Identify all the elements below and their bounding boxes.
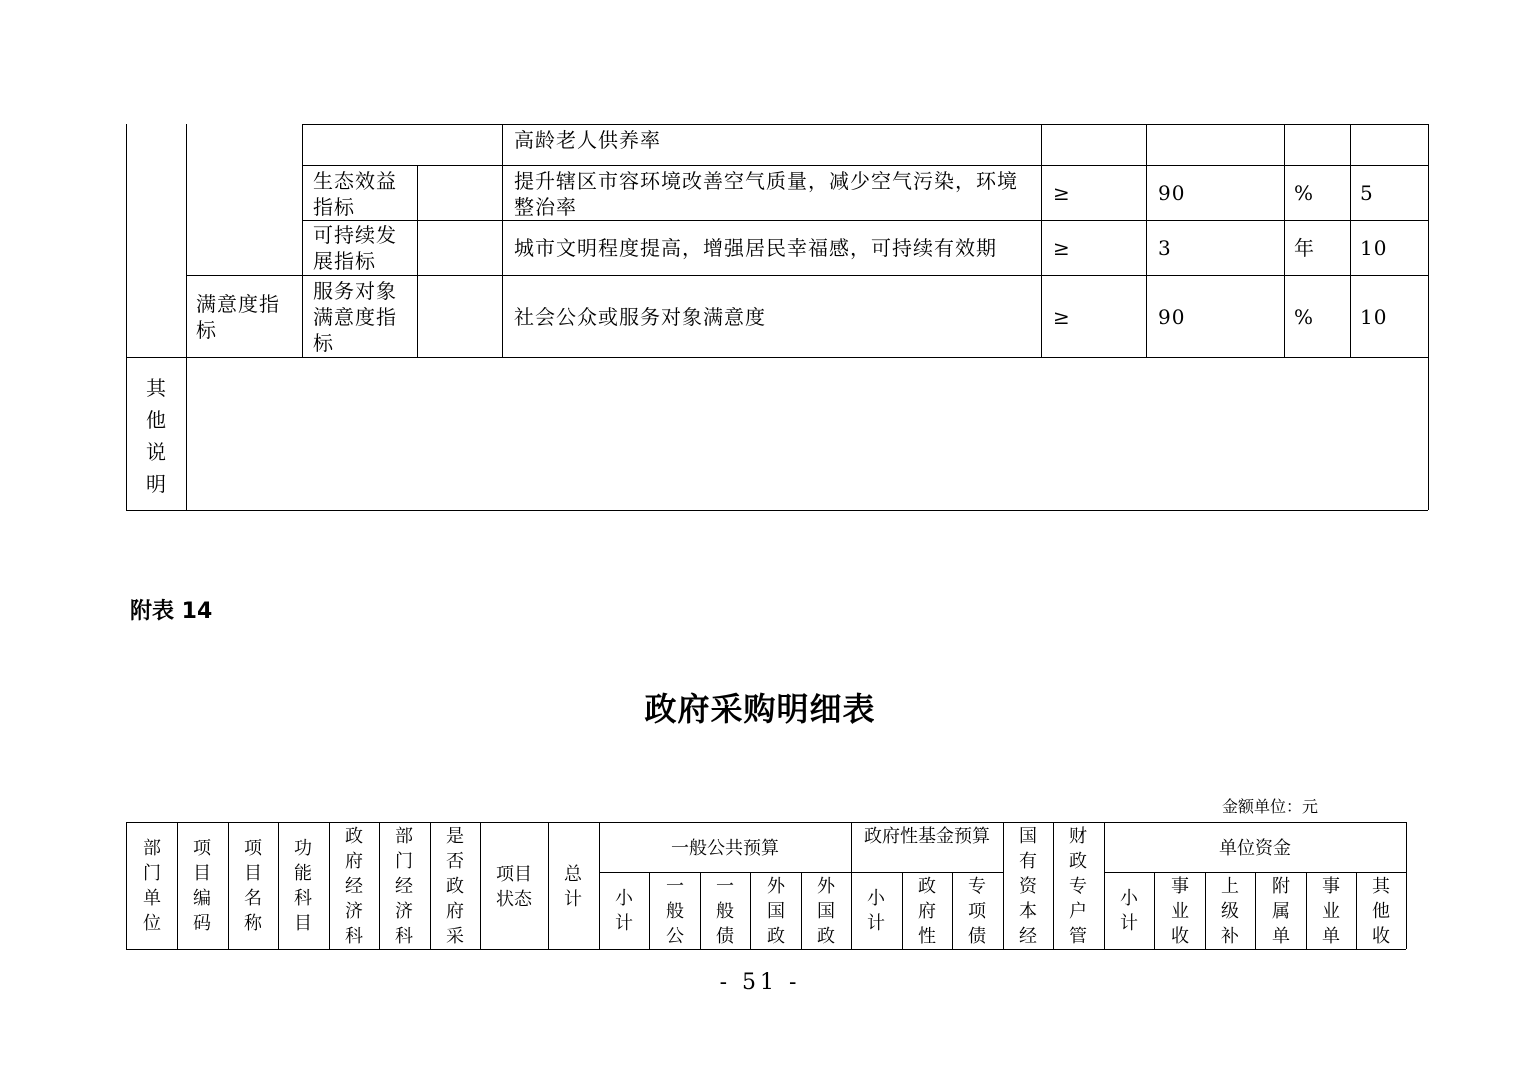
- header-project-code: 项目编码: [193, 838, 211, 934]
- appendix-label: 附表 14: [130, 599, 213, 624]
- indicator-cell: 城市文明程度提高，增强居民幸福感，可持续有效期: [514, 236, 997, 260]
- indicator-cell: 社会公众或服务对象满意度: [514, 305, 766, 329]
- unit-cell: %: [1294, 181, 1315, 205]
- header-function-subject: 功能科目: [294, 838, 312, 934]
- header-project-name: 项目名称: [244, 838, 262, 934]
- sub-category-cell: 可持续发展指标: [313, 223, 397, 273]
- header-gb-foreign2: 外国政: [817, 876, 835, 947]
- header-project-status: 项目状态: [496, 864, 532, 910]
- header-gb-debt: 一般债: [716, 876, 734, 947]
- header-dept-econ-subject: 部门经济科: [395, 826, 413, 947]
- header-uf-business-unit: 事业单: [1322, 876, 1340, 947]
- header-state-capital: 国有资本经: [1019, 826, 1037, 947]
- category-cell: 满意度指标: [196, 292, 280, 342]
- page-title: 政府采购明细表: [644, 690, 876, 728]
- unit-note: 金额单位：元: [1222, 797, 1319, 816]
- header-gf-subtotal: 小计: [867, 888, 885, 934]
- sub-category-cell: 生态效益指标: [313, 169, 397, 219]
- score-cell: 5: [1360, 181, 1374, 205]
- score-cell: 10: [1360, 305, 1388, 329]
- header-fiscal-account: 财政专户管: [1069, 826, 1087, 947]
- header-total: 总计: [564, 864, 582, 910]
- unit-cell: 年: [1294, 236, 1315, 260]
- other-notes-label: 其他说明: [146, 376, 167, 496]
- operator-cell: ≥: [1053, 236, 1071, 260]
- operator-cell: ≥: [1053, 181, 1071, 205]
- header-gb-general: 一般公: [666, 876, 684, 947]
- header-gf-special-debt: 专项债: [968, 876, 986, 947]
- header-uf-business-income: 事业收: [1171, 876, 1189, 947]
- operator-cell: ≥: [1053, 305, 1071, 329]
- header-gf-gov: 政府性: [918, 876, 936, 947]
- header-uf-superior-subsidy: 上级补: [1221, 876, 1239, 947]
- header-uf-affiliated: 附属单: [1272, 876, 1290, 947]
- value-cell: 3: [1158, 236, 1172, 260]
- score-cell: 10: [1360, 236, 1388, 260]
- value-cell: 90: [1158, 181, 1186, 205]
- header-gov-fund-budget: 政府性基金预算: [864, 826, 990, 847]
- header-gb-subtotal: 小计: [615, 888, 633, 934]
- header-uf-other-income: 其他收: [1372, 876, 1390, 947]
- header-unit-funds: 单位资金: [1219, 838, 1291, 859]
- header-gov-econ-subject: 政府经济科: [345, 826, 363, 947]
- sub-category-cell: 服务对象满意度指标: [313, 279, 397, 355]
- header-gb-foreign1: 外国政: [767, 876, 785, 947]
- indicator-cell: 提升辖区市容环境改善空气质量，减少空气污染，环境整治率: [514, 169, 1018, 219]
- unit-cell: %: [1294, 305, 1315, 329]
- header-is-gov-procure: 是否政府采: [446, 826, 464, 947]
- page-number: - 51 -: [719, 970, 801, 995]
- value-cell: 90: [1158, 305, 1186, 329]
- header-uf-subtotal: 小计: [1120, 888, 1138, 934]
- header-general-budget: 一般公共预算: [671, 838, 779, 859]
- indicator-cell: 高龄老人供养率: [514, 128, 661, 152]
- header-dept-unit: 部门单位: [143, 838, 161, 934]
